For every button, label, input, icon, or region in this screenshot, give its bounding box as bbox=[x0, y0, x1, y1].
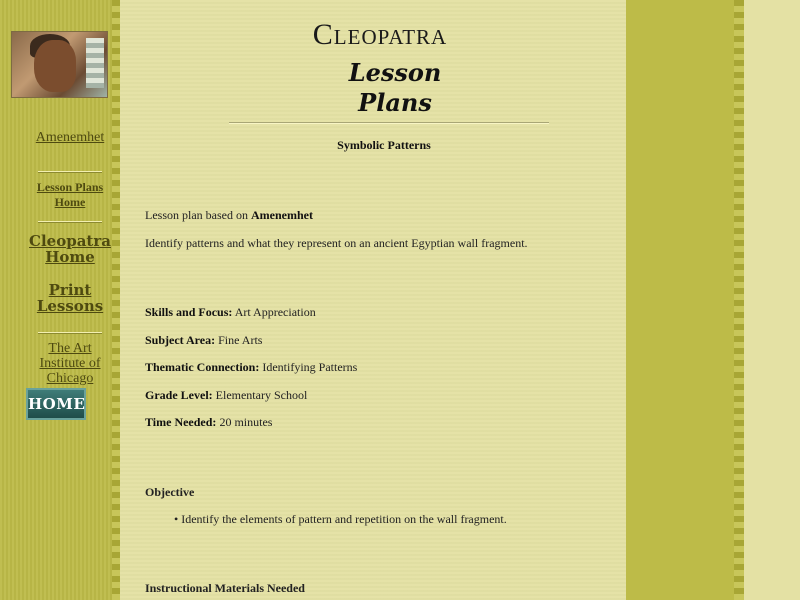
sidebar-item-cleopatra-home[interactable] bbox=[0, 233, 140, 265]
detail-label: Grade Level: bbox=[145, 388, 213, 402]
sidebar-item-lesson-plans-home[interactable] bbox=[0, 180, 140, 210]
sidebar-divider bbox=[38, 332, 102, 334]
detail-label: Subject Area: bbox=[145, 333, 216, 347]
objective-text: Identify the elements of pattern and repetition on the wall fragment. bbox=[181, 512, 507, 526]
intro-prefix: Lesson plan based on bbox=[145, 208, 251, 222]
sidebar-item-label: Lesson Plans bbox=[36, 180, 104, 194]
page-title bbox=[300, 58, 490, 118]
detail-subject-area bbox=[145, 333, 262, 348]
far-right-background bbox=[744, 0, 800, 600]
materials-heading: Instructional Materials Needed bbox=[145, 581, 305, 595]
objective-heading: Objective bbox=[145, 485, 195, 499]
detail-label: Time Needed: bbox=[145, 415, 217, 429]
page-title-line: Plans bbox=[358, 88, 432, 117]
sidebar-item-label: Chicago bbox=[46, 371, 94, 386]
sidebar-item-label: Home bbox=[45, 248, 95, 266]
detail-value: Fine Arts bbox=[218, 333, 263, 347]
sidebar-item-label: Cleopatra bbox=[29, 232, 111, 250]
sidebar-item-label: The Art bbox=[48, 341, 92, 356]
bullet-icon: • bbox=[174, 512, 179, 526]
cleopatra-logo: Cleopatra bbox=[312, 18, 448, 51]
sidebar-item-label: Institute of bbox=[39, 356, 101, 371]
sidebar-item-label: Home bbox=[54, 195, 86, 209]
lesson-description: Identify patterns and what they represent on an ancient Egyptian wall fragment. bbox=[145, 236, 528, 250]
detail-skills bbox=[145, 305, 316, 320]
detail-value: Elementary School bbox=[215, 388, 308, 402]
home-button[interactable]: HOME bbox=[26, 388, 86, 420]
page-title-line: Lesson bbox=[348, 58, 442, 87]
thumbnail-face bbox=[34, 40, 76, 92]
right-margin-background bbox=[626, 0, 738, 600]
sidebar-item-amenemhet[interactable]: Amenemhet bbox=[35, 130, 105, 145]
sidebar-divider bbox=[38, 171, 102, 173]
detail-time-needed bbox=[145, 415, 272, 430]
header-divider bbox=[229, 122, 549, 124]
detail-value: 20 minutes bbox=[219, 415, 273, 429]
sidebar-item-art-institute-chicago[interactable] bbox=[0, 341, 140, 386]
detail-label: Skills and Focus: bbox=[145, 305, 233, 319]
sidebar-item-label: Lessons bbox=[36, 297, 104, 315]
intro-subject: Amenemhet bbox=[250, 208, 313, 222]
thumbnail-hieroglyph bbox=[86, 38, 104, 88]
detail-value: Art Appreciation bbox=[234, 305, 316, 319]
sidebar-divider bbox=[38, 221, 102, 223]
lesson-subtitle: Symbolic Patterns bbox=[337, 138, 431, 152]
detail-label: Thematic Connection: bbox=[145, 360, 260, 374]
intro-line bbox=[145, 208, 313, 223]
detail-thematic-connection bbox=[145, 360, 357, 375]
detail-value: Identifying Patterns bbox=[262, 360, 358, 374]
sidebar-item-label: Print bbox=[48, 281, 92, 299]
amenemhet-thumbnail[interactable] bbox=[11, 31, 108, 98]
detail-grade-level bbox=[145, 388, 307, 403]
right-margin-border bbox=[734, 0, 744, 600]
objective-list-item bbox=[174, 512, 507, 527]
sidebar-item-print-lessons[interactable] bbox=[0, 282, 140, 314]
